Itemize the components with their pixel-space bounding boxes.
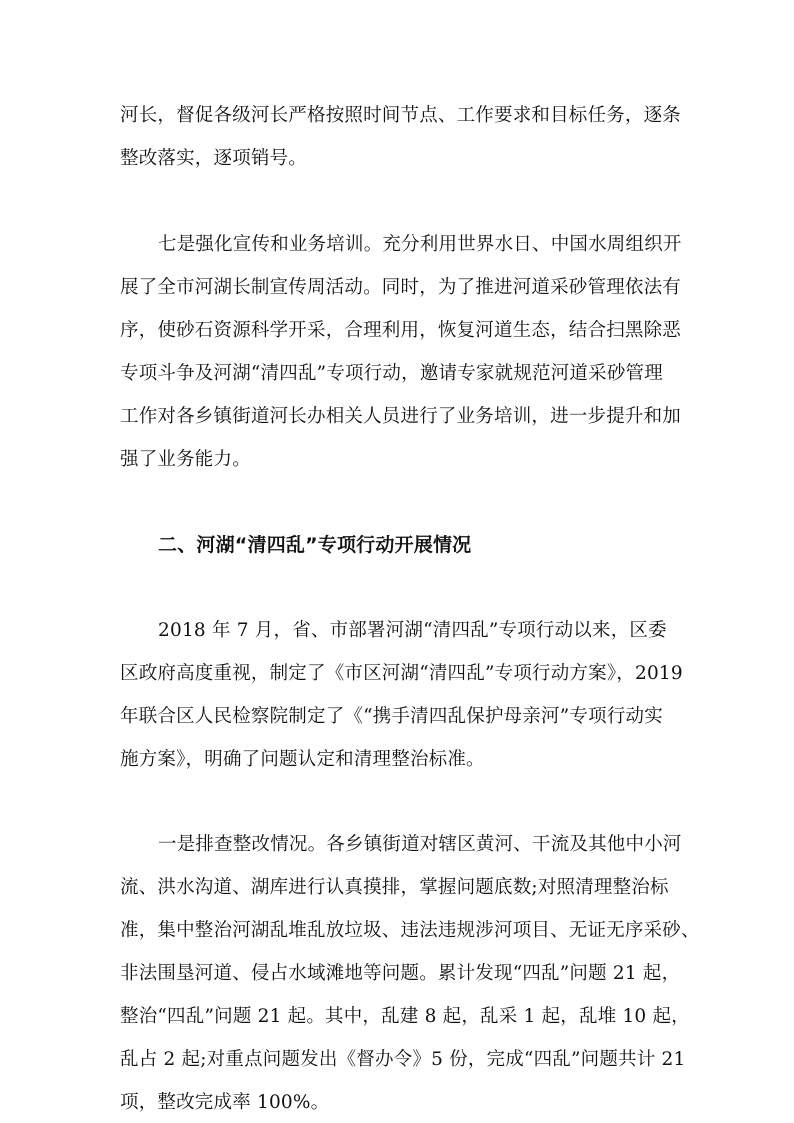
text-line: 一是排查整改情况。各乡镇街道对辖区黄河、干流及其他中小河 [158,834,682,855]
text-line: 展了全市河湖长制宣传周活动。同时，为了推进河道采砂管理依法有 [120,277,682,298]
text-line: 工作对各乡镇街道河长办相关人员进行了业务培训，进一步提升和加 [120,406,682,427]
section-heading: 二、河湖“清四乱”专项行动开展情况 [158,534,472,556]
text-line: 准，集中整治河湖乱堆乱放垃圾、违法违规涉河项目、无证无序采砂、 [120,920,700,941]
text-line: 整治“四乱”问题 21 起。其中，乱建 8 起，乱采 1 起，乱堆 10 起， [120,1006,690,1027]
text-line: 年联合区人民检察院制定了《“携手清四乱保护母亲河”专项行动实 [120,706,663,727]
text-line: 河长，督促各级河长严格按照时间节点、工作要求和目标任务，逐条 [120,105,682,126]
text-line: 强了业务能力。 [120,449,251,470]
text-line: 流、洪水沟道、湖库进行认真摸排，掌握问题底数;对照清理整治标 [120,877,669,898]
text-line: 序，使砂石资源科学开采，合理利用，恢复河道生态，结合扫黑除恶 [120,320,682,341]
text-line: 非法围垦河道、侵占水域滩地等问题。累计发现“四乱”问题 21 起， [120,963,681,984]
text-line: 项，整改完成率 100%。 [120,1092,330,1113]
text-line: 七是强化宣传和业务培训。充分利用世界水日、中国水周组织开 [158,234,682,255]
text-line: 2018 年 7 月，省、市部署河湖“清四乱”专项行动以来，区委 [158,620,667,641]
text-line: 专项斗争及河湖“清四乱”专项行动，邀请专家就规范河道采砂管理 [120,363,663,384]
text-line: 整改落实，逐项销号。 [120,148,308,169]
text-line: 乱占 2 起;对重点问题发出《督办令》5 份，完成“四乱”问题共计 21 [120,1049,686,1070]
text-line: 施方案》，明确了问题认定和清理整治标准。 [120,749,485,770]
text-line: 区政府高度重视，制定了《市区河湖“清四乱”专项行动方案》，2019 [120,663,683,684]
